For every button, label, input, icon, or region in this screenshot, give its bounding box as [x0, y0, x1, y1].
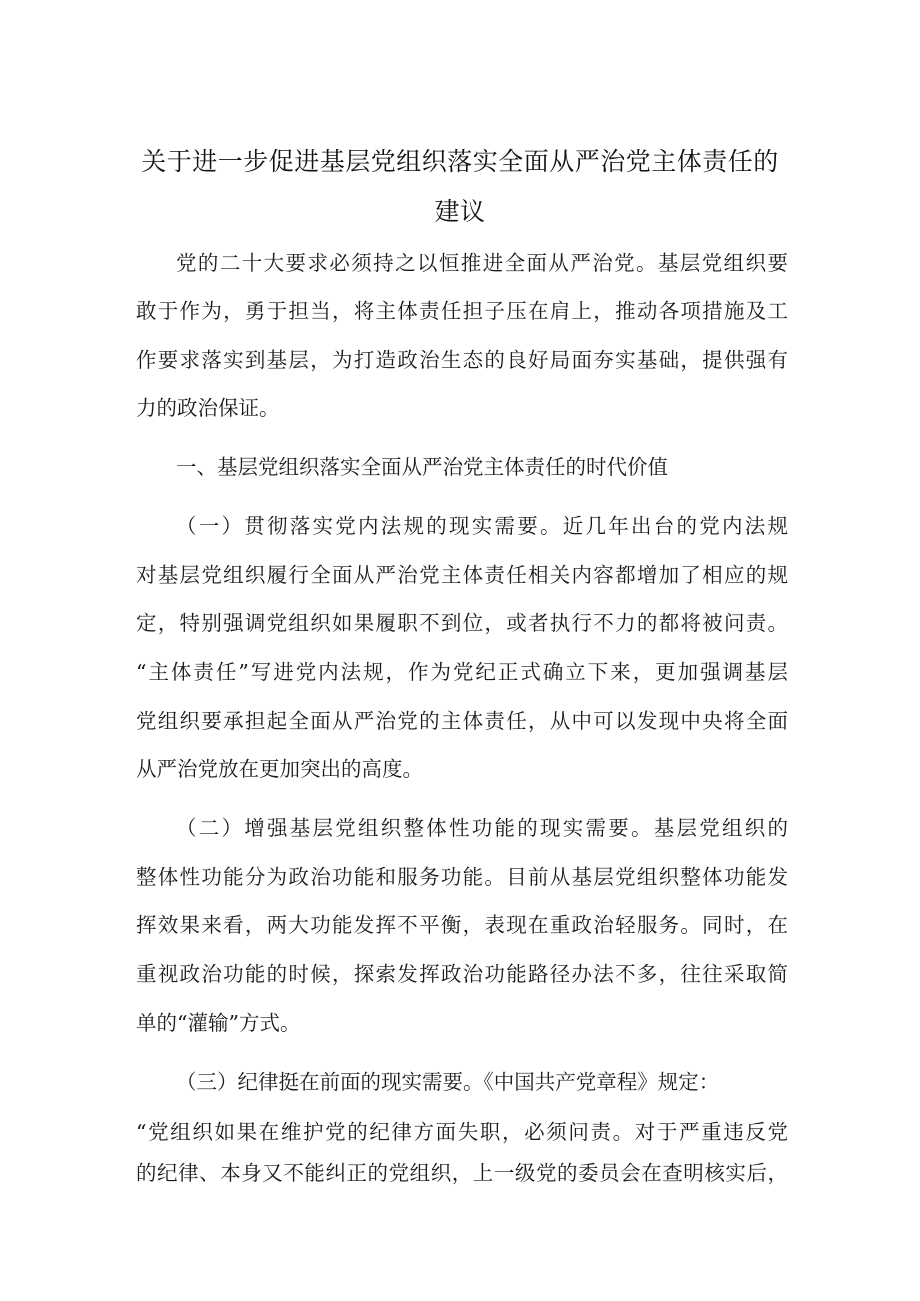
para-3-line-2: “党组织如果在维护党的纪律方面失职，必须问责。对于严重违反党: [136, 1120, 788, 1144]
intro-line-3: 作要求落实到基层，为打造政治生态的良好局面夯实基础，提供强有: [136, 348, 788, 372]
para-1-line-3: 定，特别强调党组织如果履职不到位，或者执行不力的都将被问责。: [136, 611, 788, 635]
para-2-line-2: 整体性功能分为政治功能和服务功能。目前从基层党组织整体功能发: [136, 865, 788, 889]
document-title-line-2: 建议: [434, 197, 486, 226]
intro-line-2: 敢于作为，勇于担当，将主体责任担子压在肩上，推动各项措施及工: [136, 299, 788, 323]
intro-line-1: 党的二十大要求必须持之以恒推进全面从严治党。基层党组织要: [176, 251, 788, 275]
para-1-line-1: （一）贯彻落实党内法规的现实需要。近几年出台的党内法规: [176, 514, 788, 538]
para-1-line-5: 党组织要承担起全面从严治党的主体责任，从中可以发现中央将全面: [136, 709, 788, 733]
para-1-line-4: “主体责任”写进党内法规，作为党纪正式确立下来，更加强调基层: [136, 660, 788, 684]
para-3-line-1: （三）纪律挺在前面的现实需要。《中国共产党章程》规定：: [176, 1070, 720, 1094]
section-1-heading: 一、基层党组织落实全面从严治党主体责任的时代价值: [176, 455, 668, 479]
intro-line-4: 力的政治保证。: [136, 396, 280, 420]
para-2-line-1: （二）增强基层党组织整体性功能的现实需要。基层党组织的: [176, 816, 788, 840]
para-1-line-2: 对基层党组织履行全面从严治党主体责任相关内容都增加了相应的规: [136, 563, 788, 587]
para-1-line-6: 从严治党放在更加突出的高度。: [136, 757, 423, 781]
para-2-line-3: 挥效果来看，两大功能发挥不平衡，表现在重政治轻服务。同时，在: [136, 913, 788, 937]
para-3-line-3: 的纪律、本身又不能纠正的党组织，上一级党的委员会在查明核实后，: [136, 1161, 788, 1185]
para-2-line-5: 单的“灌输”方式。: [136, 1011, 301, 1035]
para-2-line-4: 重视政治功能的时候，探索发挥政治功能路径办法不多，往往采取简: [136, 962, 788, 986]
document-title-line-1: 关于进一步促进基层党组织落实全面从严治党主体责任的: [141, 147, 779, 176]
